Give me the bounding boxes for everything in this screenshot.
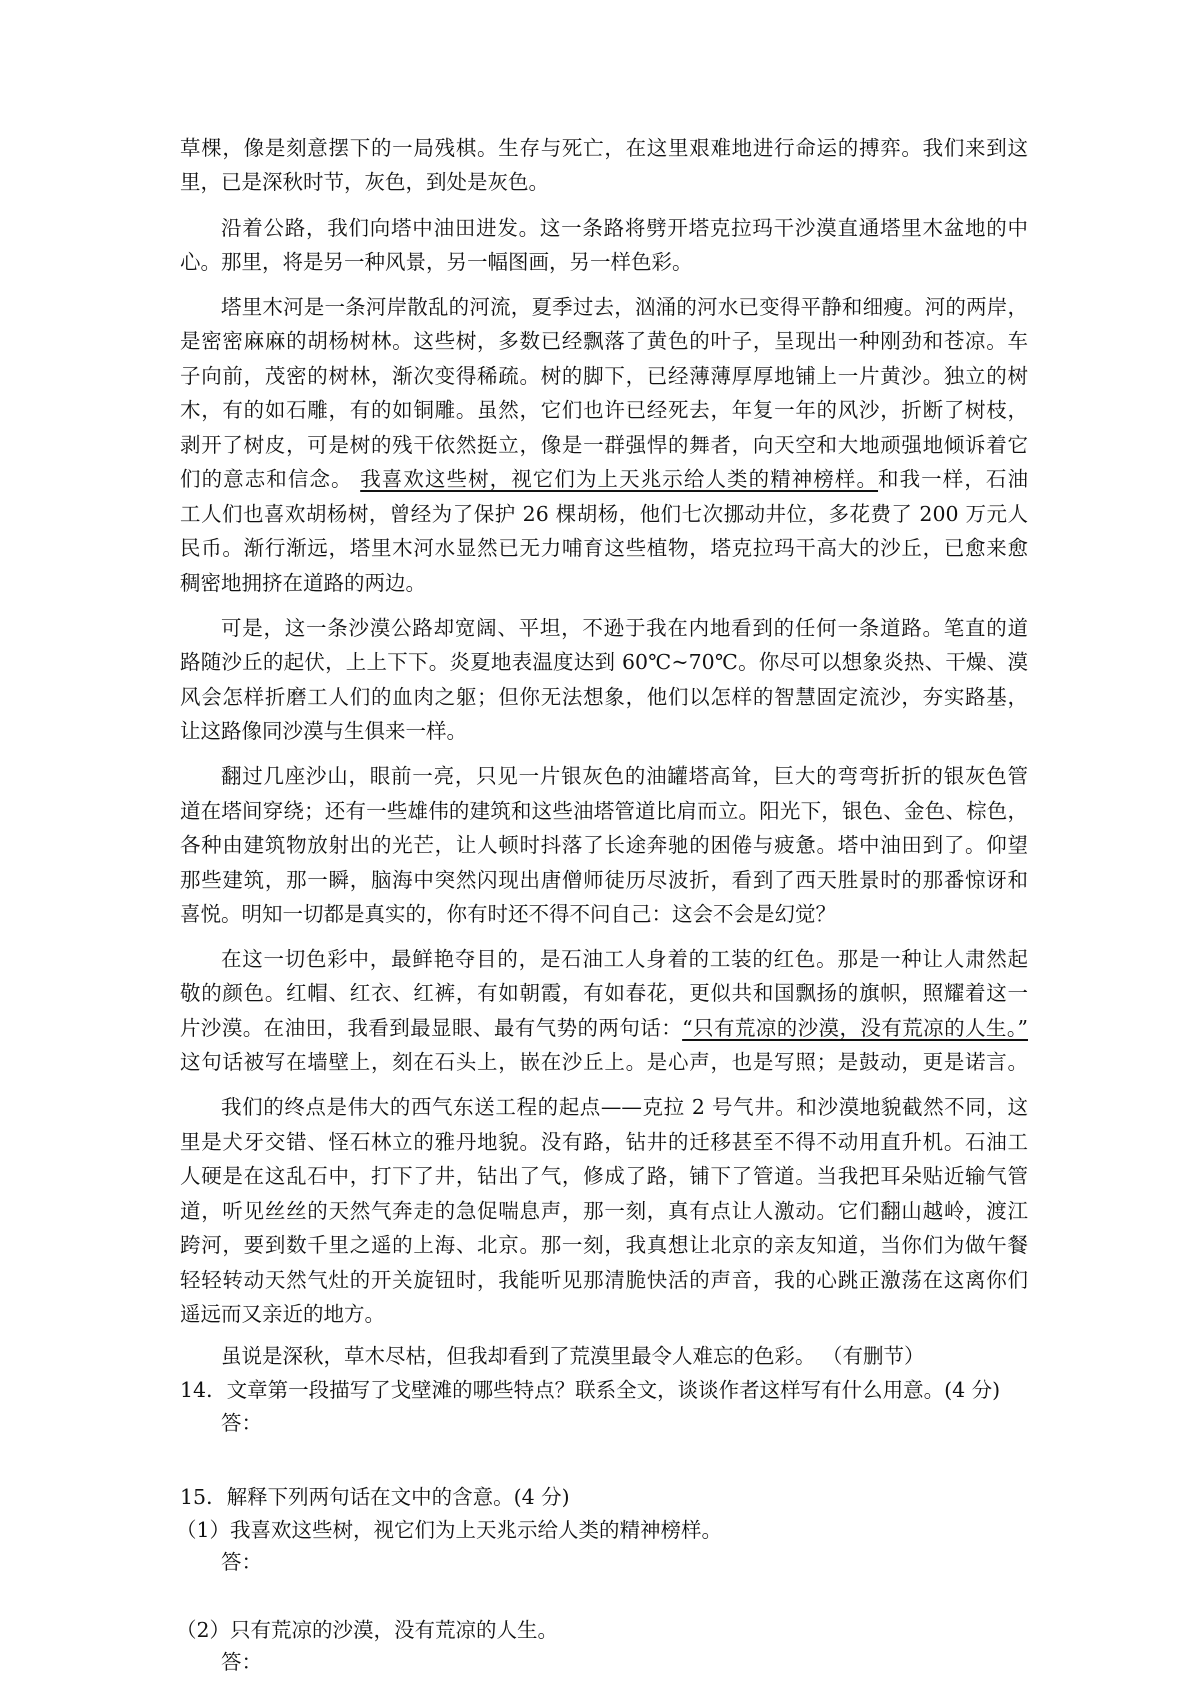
passage-line: 工人们也喜欢胡杨树，曾经为了保护 26 棵胡杨，他们七次挪动井位，多花费了 200 万元人 bbox=[180, 502, 1028, 526]
passage-line: 轻轻转动天然气灶的开关旋钮时，我能听见那清脆快活的声音，我的心跳正激荡在这离你们 bbox=[180, 1268, 1028, 1292]
passage-line: 喜悦。明知一切都是真实的，你有时还不得不问自己：这会不会是幻觉？ bbox=[180, 902, 836, 926]
question-15-sub-1: （1）我喜欢这些树，视它们为上天兆示给人类的精神榜样。 bbox=[176, 1518, 723, 1542]
passage-line bbox=[180, 1011, 1028, 1045]
underlined-sentence-2: “只有荒凉的沙漠，没有荒凉的人生。” bbox=[682, 1016, 1028, 1040]
passage-line: 木，有的如石雕，有的如铜雕。虽然，它们也许已经死去，年复一年的风沙，折断了树枝， bbox=[180, 398, 1028, 422]
passage-line: 草棵，像是刻意摆下的一局残棋。生存与死亡，在这里艰难地进行命运的搏弈。我们来到这 bbox=[180, 136, 1028, 160]
passage-text: 们的意志和信念。 bbox=[180, 467, 361, 491]
underlined-sentence-1: 我喜欢这些树，视它们为上天兆示给人类的精神榜样。 bbox=[360, 467, 879, 491]
passage-line: 可是，这一条沙漠公路却宽阔、平坦，不逊于我在内地看到的任何一条道路。笔直的道 bbox=[221, 616, 1028, 640]
passage-line: 里，已是深秋时节，灰色，到处是灰色。 bbox=[180, 170, 549, 194]
answer-label-15-2: 答： bbox=[221, 1650, 262, 1674]
passage-line: 塔里木河是一条河岸散乱的河流，夏季过去，汹涌的河水已变得平静和细瘦。河的两岸， bbox=[221, 295, 1028, 319]
passage-line: 道在塔间穿绕；还有一些雄伟的建筑和这些油塔管道比肩而立。阳光下，银色、金色、棕色， bbox=[180, 799, 1028, 823]
passage-line: 心。那里，将是另一种风景，另一幅图画，另一样色彩。 bbox=[180, 250, 693, 274]
passage-line: 子向前，茂密的树林，渐次变得稀疏。树的脚下，已经薄薄厚厚地铺上一片黄沙。独立的树 bbox=[180, 364, 1028, 388]
passage-line: 人硬是在这乱石中，打下了井，钻出了气，修成了路，铺下了管道。当我把耳朵贴近输气管 bbox=[180, 1164, 1028, 1188]
passage-line: 剥开了树皮，可是树的残干依然挺立，像是一群强悍的舞者，向天空和大地顽强地倾诉着它 bbox=[180, 433, 1028, 457]
passage-line: 这句话被写在墙壁上，刻在石头上，嵌在沙丘上。是心声，也是写照；是鼓动，更是诺言。 bbox=[180, 1050, 1028, 1074]
passage-line: 遥远而又亲近的地方。 bbox=[180, 1302, 385, 1326]
passage-line: 民币。渐行渐远，塔里木河水显然已无力哺育这些植物，塔克拉玛干高大的沙丘，已愈来愈 bbox=[180, 536, 1028, 560]
passage-text: 片沙漠。在油田，我看到最显眼、最有气势的两句话： bbox=[180, 1016, 683, 1040]
passage-line: 里是犬牙交错、怪石林立的雅丹地貌。没有路，钻井的迁移甚至不得不动用直升机。石油工 bbox=[180, 1130, 1028, 1154]
passage-line: 虽说是深秋，草木尽枯，但我却看到了荒漠里最令人难忘的色彩。 （有删节） bbox=[221, 1344, 925, 1368]
passage-line: 路随沙丘的起伏，上上下下。炎夏地表温度达到 60℃~70℃。你尽可以想象炎热、干燥、漠 bbox=[180, 650, 1028, 674]
question-15: 15．解释下列两句话在文中的含意。(4 分) bbox=[180, 1485, 570, 1509]
passage-line: 敬的颜色。红帽、红衣、红裤，有如朝霞，有如春花，更似共和国飘扬的旗帜，照耀着这一 bbox=[180, 981, 1028, 1005]
passage-line bbox=[180, 462, 1028, 496]
passage-line: 让这路像同沙漠与生俱来一样。 bbox=[180, 719, 467, 743]
passage-line: 跨河，要到数千里之遥的上海、北京。那一刻，我真想让北京的亲友知道，当你们为做午餐 bbox=[180, 1233, 1028, 1257]
passage-line: 道，听见丝丝的天然气奔走的急促喘息声，那一刻，真有点让人激动。它们翻山越岭，渡江 bbox=[180, 1199, 1028, 1223]
passage-line: 我们的终点是伟大的西气东送工程的起点——克拉 2 号气井。和沙漠地貌截然不同，这 bbox=[221, 1095, 1028, 1119]
passage-line: 在这一切色彩中，最鲜艳夺目的，是石油工人身着的工装的红色。那是一种让人肃然起 bbox=[221, 947, 1028, 971]
question-15-sub-2: （2）只有荒凉的沙漠，没有荒凉的人生。 bbox=[176, 1618, 559, 1642]
passage-line: 沿着公路，我们向塔中油田进发。这一条路将劈开塔克拉玛干沙漠直通塔里木盆地的中 bbox=[221, 216, 1028, 240]
passage-line: 是密密麻麻的胡杨树林。这些树，多数已经飘落了黄色的叶子，呈现出一种刚劲和苍凉。车 bbox=[180, 329, 1028, 353]
passage-line: 风会怎样折磨工人们的血肉之躯；但你无法想象，他们以怎样的智慧固定流沙，夯实路基， bbox=[180, 685, 1028, 709]
passage-text: 和我一样，石油 bbox=[878, 467, 1028, 491]
question-14: 14．文章第一段描写了戈壁滩的哪些特点？联系全文，谈谈作者这样写有什么用意。(4 分) bbox=[180, 1378, 1001, 1402]
passage-line: 翻过几座沙山，眼前一亮，只见一片银灰色的油罐塔高耸，巨大的弯弯折折的银灰色管 bbox=[221, 764, 1028, 788]
answer-label-15-1: 答： bbox=[221, 1550, 262, 1574]
passage-line: 各种由建筑物放射出的光芒，让人顿时抖落了长途奔驰的困倦与疲惫。塔中油田到了。仰望 bbox=[180, 833, 1028, 857]
passage-line: 稠密地拥挤在道路的两边。 bbox=[180, 571, 426, 595]
answer-label-14: 答： bbox=[221, 1411, 262, 1435]
passage-line: 那些建筑，那一瞬，脑海中突然闪现出唐僧师徒历尽波折，看到了西天胜景时的那番惊讶和 bbox=[180, 868, 1028, 892]
